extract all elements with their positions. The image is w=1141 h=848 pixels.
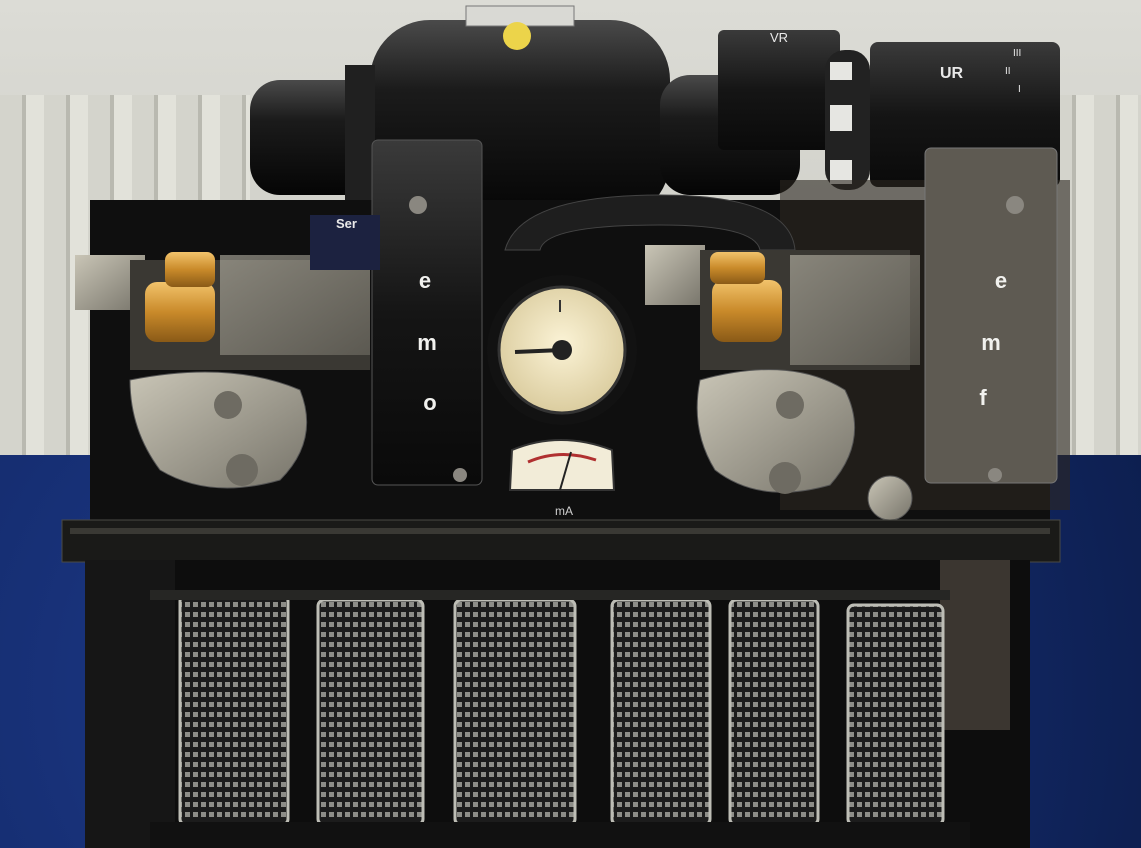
panel-letter-e: e (418, 268, 432, 293)
panel-letter-e-right: e (994, 268, 1008, 293)
main-gauge (487, 275, 637, 425)
panel-letter-f-right: f (979, 385, 987, 410)
box-label-ii: II (1005, 66, 1011, 77)
box-label-iii: III (1013, 48, 1022, 59)
box-label-vr: VR (770, 30, 789, 45)
panel-letter-m-right: m (981, 330, 1001, 355)
cipher-wheels (150, 590, 970, 848)
panel-letter-m: m (417, 330, 437, 355)
box-label-i: I (1018, 84, 1021, 95)
panel-emf (925, 148, 1057, 483)
panel-letter-o: o (423, 390, 437, 415)
top-bar (62, 520, 1060, 562)
motor (250, 6, 800, 220)
box-label-ur: UR (940, 65, 964, 82)
yellow-dot (503, 22, 531, 50)
meter-unit: mA (555, 504, 573, 518)
ammeter (510, 440, 614, 490)
panel-emo (372, 140, 482, 485)
badge-ser: Ser (336, 216, 357, 231)
